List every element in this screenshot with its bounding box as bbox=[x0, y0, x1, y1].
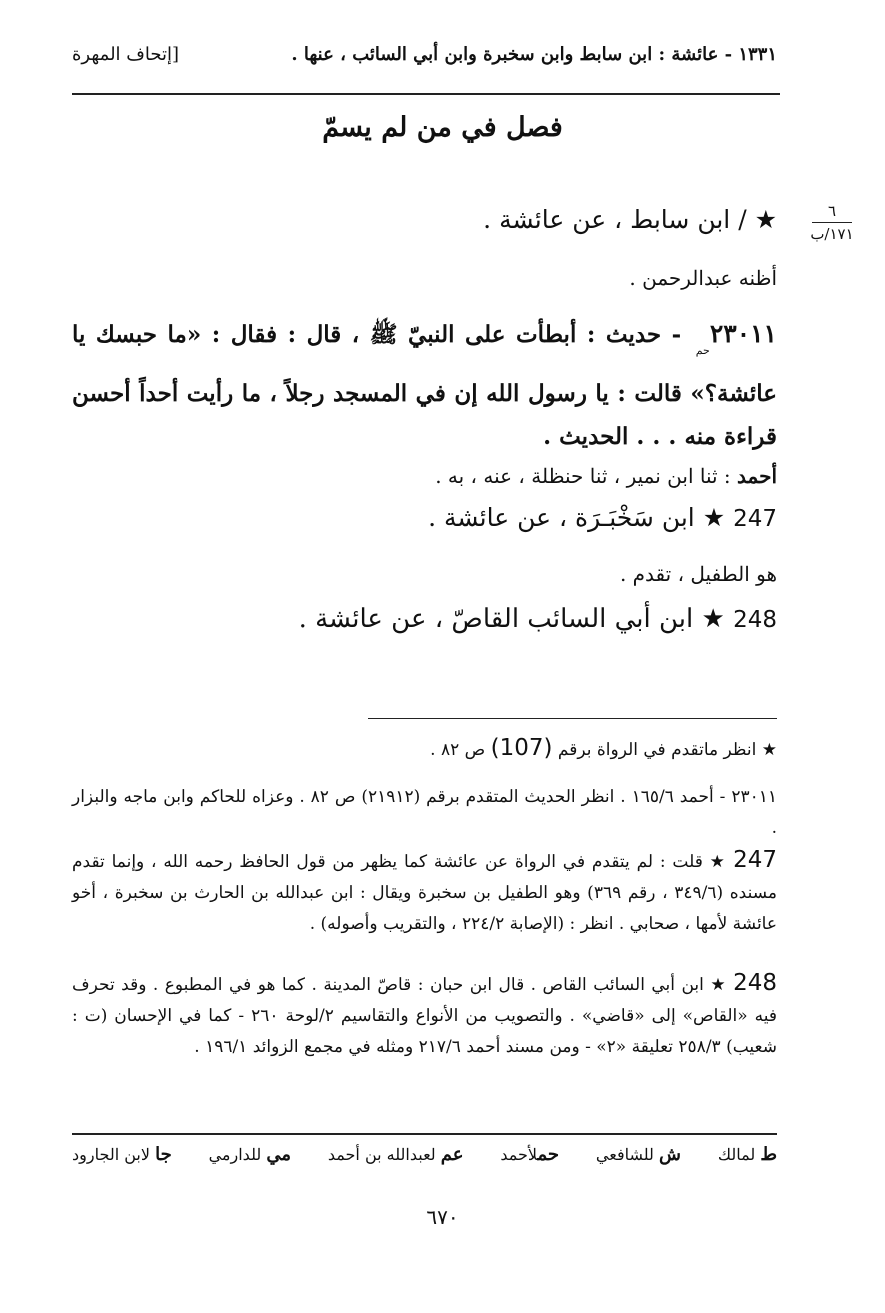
star-icon: ★ bbox=[710, 975, 727, 995]
folio-number: ٦ bbox=[827, 202, 837, 220]
legend-abbr: ش bbox=[659, 1144, 682, 1165]
footnote-1 bbox=[72, 733, 777, 766]
legend-item bbox=[718, 1144, 777, 1165]
legend-abbr: ط bbox=[760, 1144, 777, 1165]
entry-note: أظنه عبدالرحمن . bbox=[629, 266, 777, 290]
footnote-ref: (107) bbox=[490, 735, 553, 761]
footnote-text: ص ٨٢ . bbox=[430, 740, 486, 760]
legend-label: لعبدالله بن أحمد bbox=[327, 1145, 436, 1164]
abbreviation-legend bbox=[72, 1144, 777, 1165]
legend-abbr: جا bbox=[155, 1144, 172, 1165]
legend-label: للشافعي bbox=[595, 1145, 654, 1164]
isnad-label: أحمد bbox=[737, 464, 777, 488]
legend-item bbox=[596, 1144, 681, 1165]
legend-item bbox=[209, 1144, 291, 1165]
footnote-text: ابن أبي السائب القاص . قال ابن حبان : قاصّ المدينة . كما هو في المطبوع . وقد تحرف فيه «القاص» إلى «قاضي» . والتصويب من الأنواع والتقاسيم ٢/لوحة ٢٦٠ - كما في الإحسان (ت : شعيب) ٢٥٨/٣ تعليقة «٢» - ومن مسند أحمد ٢١٧/٦ ومثله في مجمع الزوائد ١٩٦/١ . bbox=[72, 975, 778, 1057]
entry-heading: ابن سَخْبَـرَة ، عن عائشة . bbox=[428, 503, 695, 532]
entry-number: 247 bbox=[733, 506, 777, 532]
hadith-paragraph bbox=[72, 312, 777, 458]
star-icon: ★ bbox=[709, 852, 727, 872]
header-rule bbox=[72, 93, 780, 95]
entry-ibn-sabit bbox=[483, 205, 777, 234]
legend-label: للدارمي bbox=[208, 1145, 262, 1164]
entry-heading: ابن أبي السائب القاصّ ، عن عائشة . bbox=[298, 604, 694, 634]
footnote-number: 248 bbox=[733, 970, 778, 996]
hadith-source-mark: حم bbox=[695, 344, 710, 357]
folio-ref: ١٧١/ب bbox=[810, 225, 854, 243]
header-running-title: ١٣٣١ - عائشة : ابن سابط وابن سخبرة وابن أبي السائب ، عنها . bbox=[291, 44, 777, 65]
isnad-line bbox=[435, 464, 777, 488]
star-icon: ★ bbox=[761, 740, 777, 760]
legend-label: لمالك bbox=[717, 1145, 756, 1164]
legend-item bbox=[500, 1144, 559, 1165]
footnote-text: قلت : لم يتقدم في الرواة عن عائشة كما يظهر من قول الحافظ رحمه الله ، وإنما تقدم مسنده (٣٤٩/٦ ، رقم ٣٦٩) وهو الطفيل بن سخبرة ويقال : ابن عبدالله بن الحارث بن سخبرة ، أخو عائشة لأمها ، صحابي . انظر : (الإصابة ٢٢٤/٢ ، والتقريب وأصوله) . bbox=[72, 852, 777, 934]
footnote-rule bbox=[368, 718, 777, 719]
margin-folio-note bbox=[800, 200, 864, 245]
footnote-number: 247 bbox=[733, 847, 778, 873]
legend-item bbox=[72, 1144, 172, 1165]
legend-abbr: مي bbox=[266, 1144, 291, 1165]
star-icon: ★ bbox=[754, 205, 777, 234]
entry-note: هو الطفيل ، تقدم . bbox=[619, 562, 777, 586]
footnote-4 bbox=[72, 968, 777, 1063]
hadith-number: ٢٣٠١١ bbox=[709, 319, 777, 348]
legend-abbr: عم bbox=[440, 1144, 464, 1165]
star-icon: ★ bbox=[701, 604, 725, 634]
section-title: فصل في من لم يسمّ bbox=[322, 112, 563, 143]
footnote-3 bbox=[72, 845, 777, 940]
star-icon: ★ bbox=[702, 503, 726, 532]
entry-ibn-abi-alsaib bbox=[299, 604, 777, 634]
legend-label: لأحمد bbox=[500, 1145, 538, 1164]
header-book-title: [إتحاف المهرة bbox=[72, 44, 180, 65]
legend-item bbox=[328, 1144, 464, 1165]
hadith-text: - حديث : أبطأت على النبيّ ﷺ ، قال : فقال : «ما حبسك يا عائشة؟» قالت : يا رسول الله إن في المسجد رجلاً ، ما رأيت أحداً أحسن قراءة منه . . . الحديث . bbox=[72, 321, 777, 450]
page-number: ٦٧٠ bbox=[426, 1205, 459, 1229]
entry-ibn-sakhbara bbox=[428, 503, 777, 532]
legend-abbr: حم bbox=[537, 1144, 560, 1165]
footnote-text: انظر ماتقدم في الرواة برقم bbox=[557, 740, 757, 760]
entry-heading: / ابن سابط ، عن عائشة . bbox=[483, 205, 747, 234]
entry-number: 248 bbox=[733, 607, 777, 633]
isnad-text: : ثنا ابن نمير ، ثنا حنظلة ، عنه ، به . bbox=[435, 464, 731, 488]
footnote-2: ٢٣٠١١ - أحمد ١٦٥/٦ . انظر الحديث المتقدم برقم (٢١٩١٢) ص ٨٢ . وعزاه للحاكم وابن ماجه والبزار . bbox=[72, 787, 777, 838]
legend-rule bbox=[72, 1133, 777, 1135]
legend-label: لابن الجارود bbox=[72, 1145, 150, 1164]
